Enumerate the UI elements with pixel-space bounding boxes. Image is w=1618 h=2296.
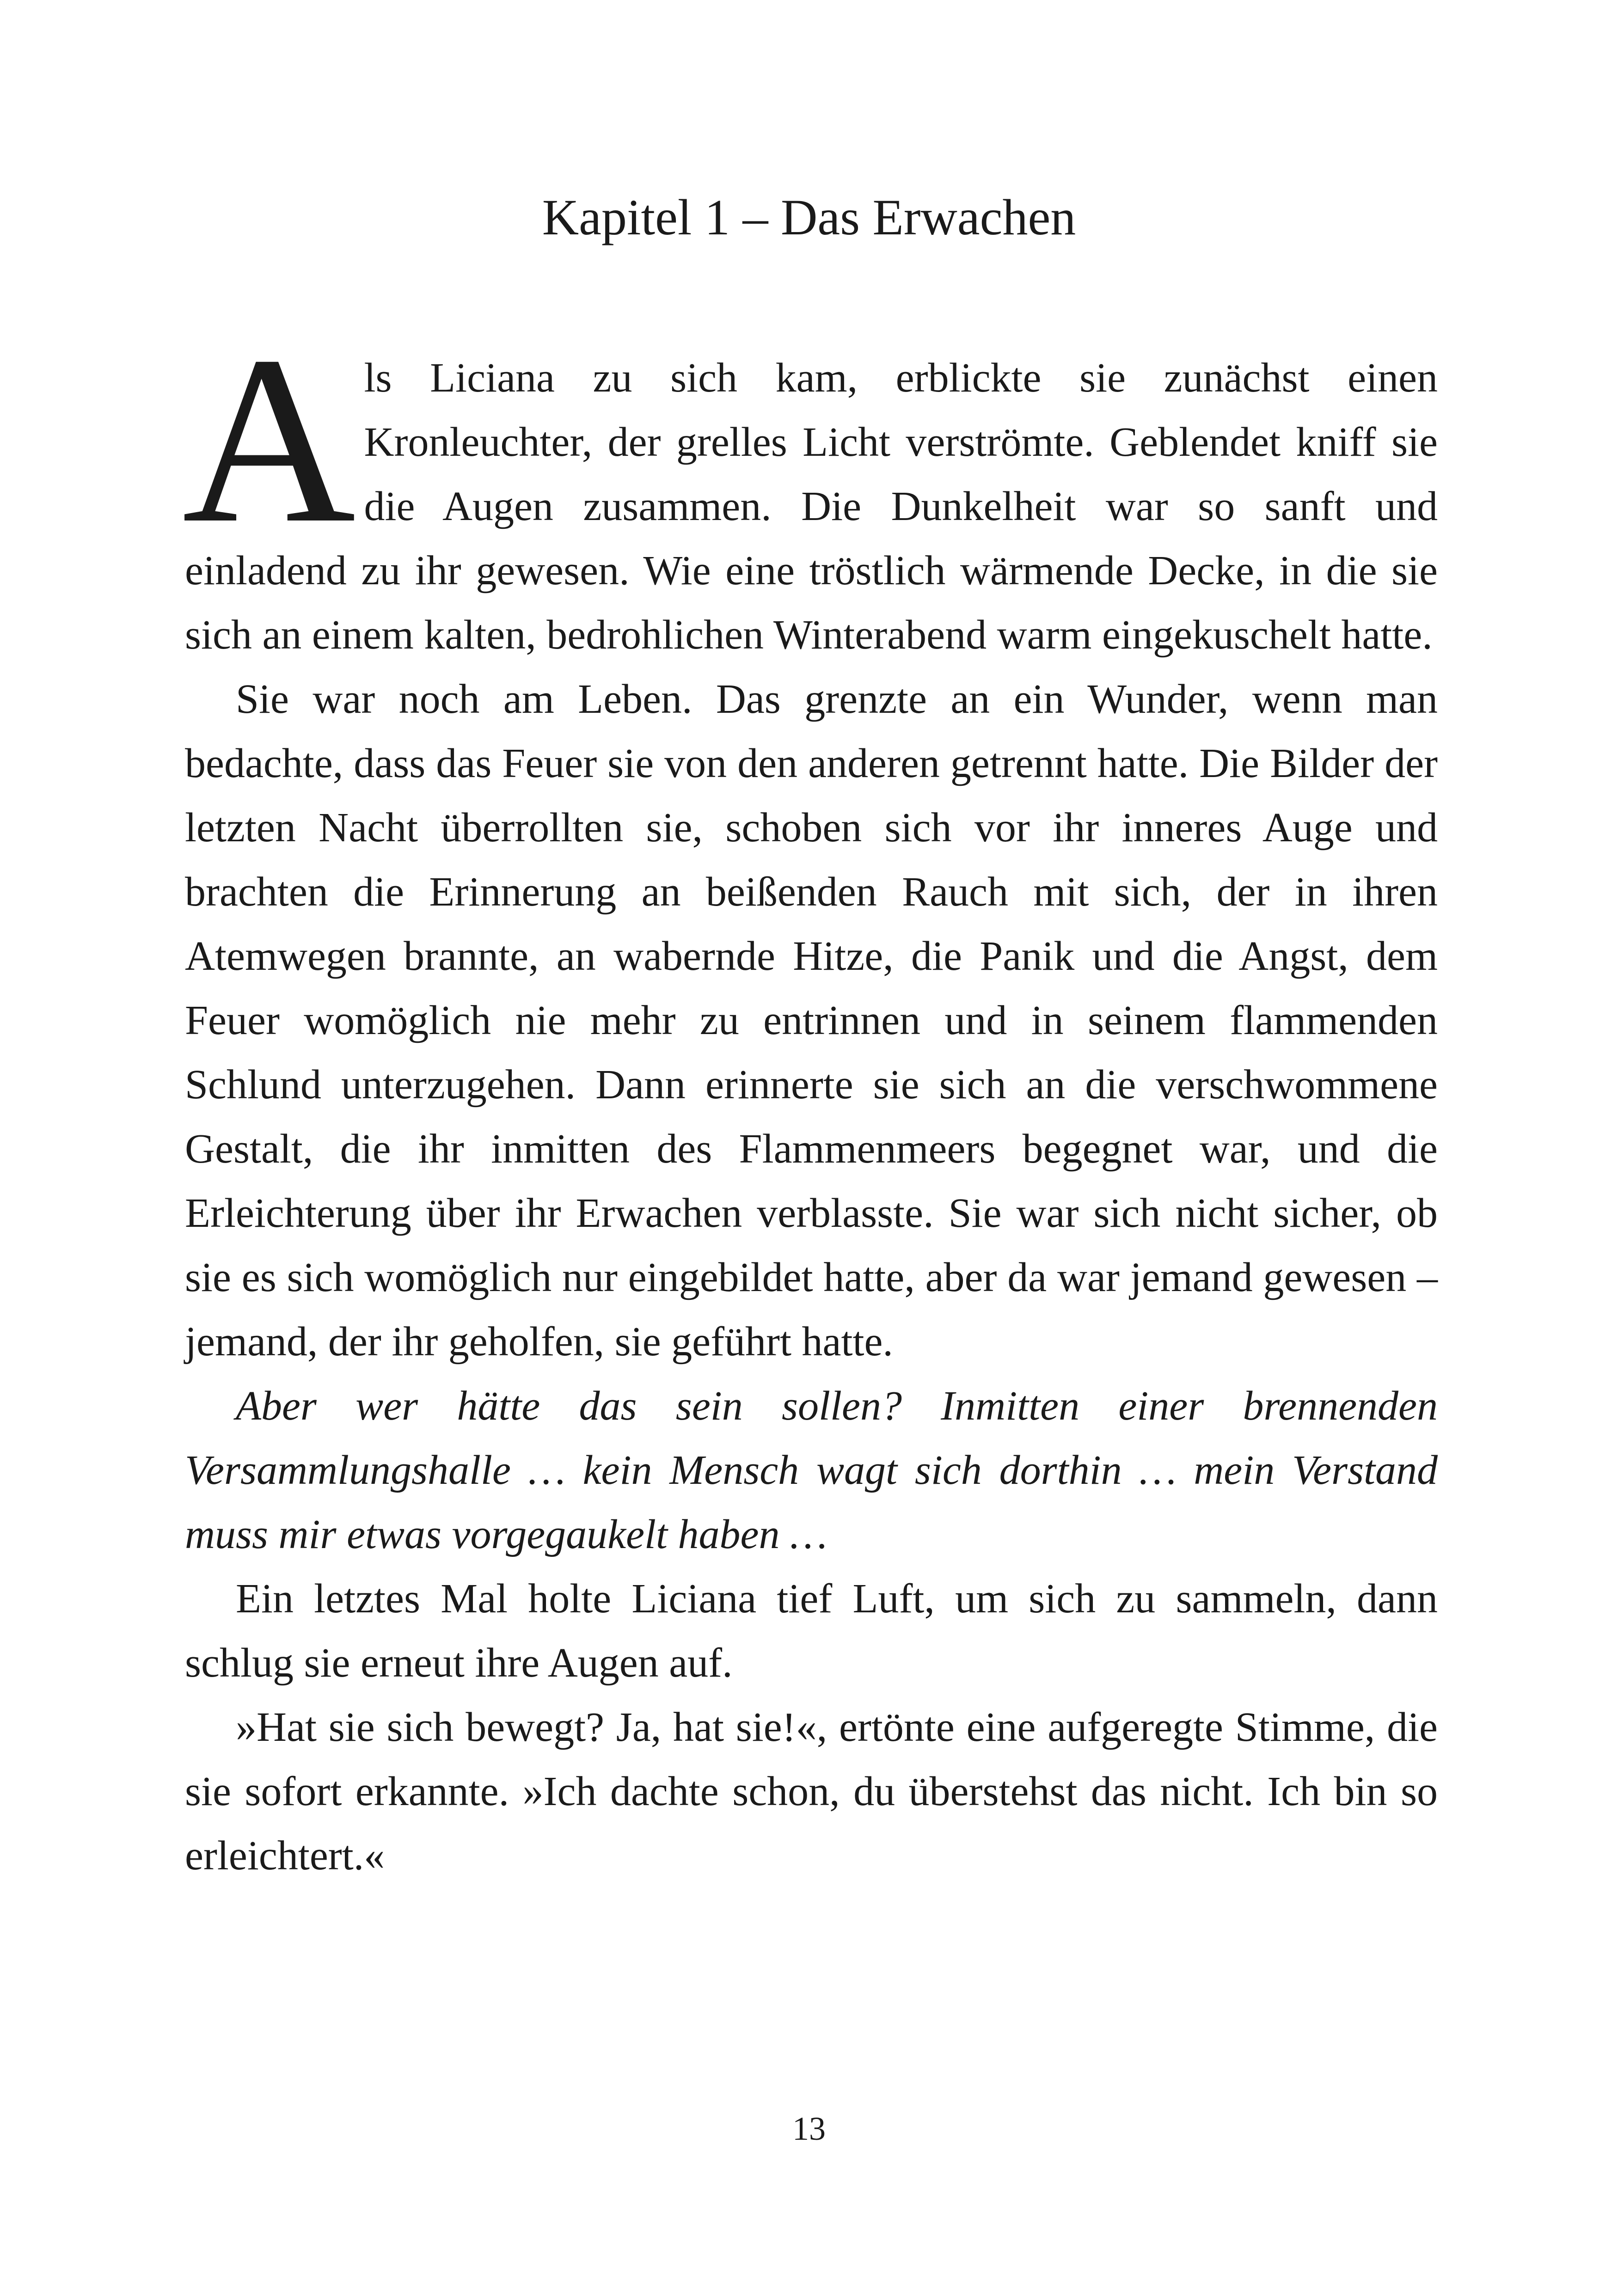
page-number: 13	[792, 2110, 826, 2147]
dialogue-paragraph: »Hat sie sich bewegt? Ja, hat sie!«, ertönte eine aufgeregte Stimme, die sie sofort erkannte. »Ich dachte schon, du überstehst das nicht. Ich bin so erleichtert.«	[185, 1704, 1438, 1879]
opening-text: ls Liciana zu sich kam, erblickte sie zunächst einen Kronleuchter, der grelles Licht verströmte. Geblendet kniff sie die Augen zusammen. Die Dunkelheit war so sanft und einladend zu ihr gewesen. Wie eine tröstlich wärmende Decke, in die sie sich an einem kalten, bedrohlichen Winterabend warm eingekuschelt hatte.	[185, 355, 1438, 658]
paragraph-opening	[182, 307, 1438, 667]
paragraph: Ein letztes Mal holte Liciana tief Luft, um sich zu sammeln, dann schlug sie erneut ihre Augen auf.	[185, 1576, 1438, 1686]
paragraph: Sie war noch am Leben. Das grenzte an ein Wunder, wenn man bedachte, dass das Feuer sie von den anderen getrennt hatte. Die Bilder der letzten Nacht überrollten sie, schoben sich vor ihr inneres Auge und brachten die Erinnerung an beißenden Rauch mit sich, der in ihren Atemwegen brannte, an wabernde Hitze, die Panik und die Angst, dem Feuer womöglich nie mehr zu entrinnen und in seinem flammenden Schlund unterzugehen. Dann erinnerte sie sich an die verschwommene Gestalt, die ihr inmitten des Flammenmeers begegnet war, und die Erleichterung über ihr Erwachen verblasste. Sie war sich nicht sicher, ob sie es sich womöglich nur eingebildet hatte, aber da war jemand gewesen – jemand, der ihr geholfen, sie geführt hatte.	[185, 676, 1438, 1365]
drop-cap: A	[182, 307, 356, 573]
italic-thought-paragraph: Aber wer hätte das sein sollen? Inmitten einer brennenden Versammlungshalle … kein Mensch wagt sich dorthin … mein Verstand muss mir etwas vorgegaukelt haben …	[185, 1383, 1438, 1557]
chapter-title: Kapitel 1 – Das Erwachen	[542, 189, 1076, 245]
body-text	[182, 307, 1438, 1888]
